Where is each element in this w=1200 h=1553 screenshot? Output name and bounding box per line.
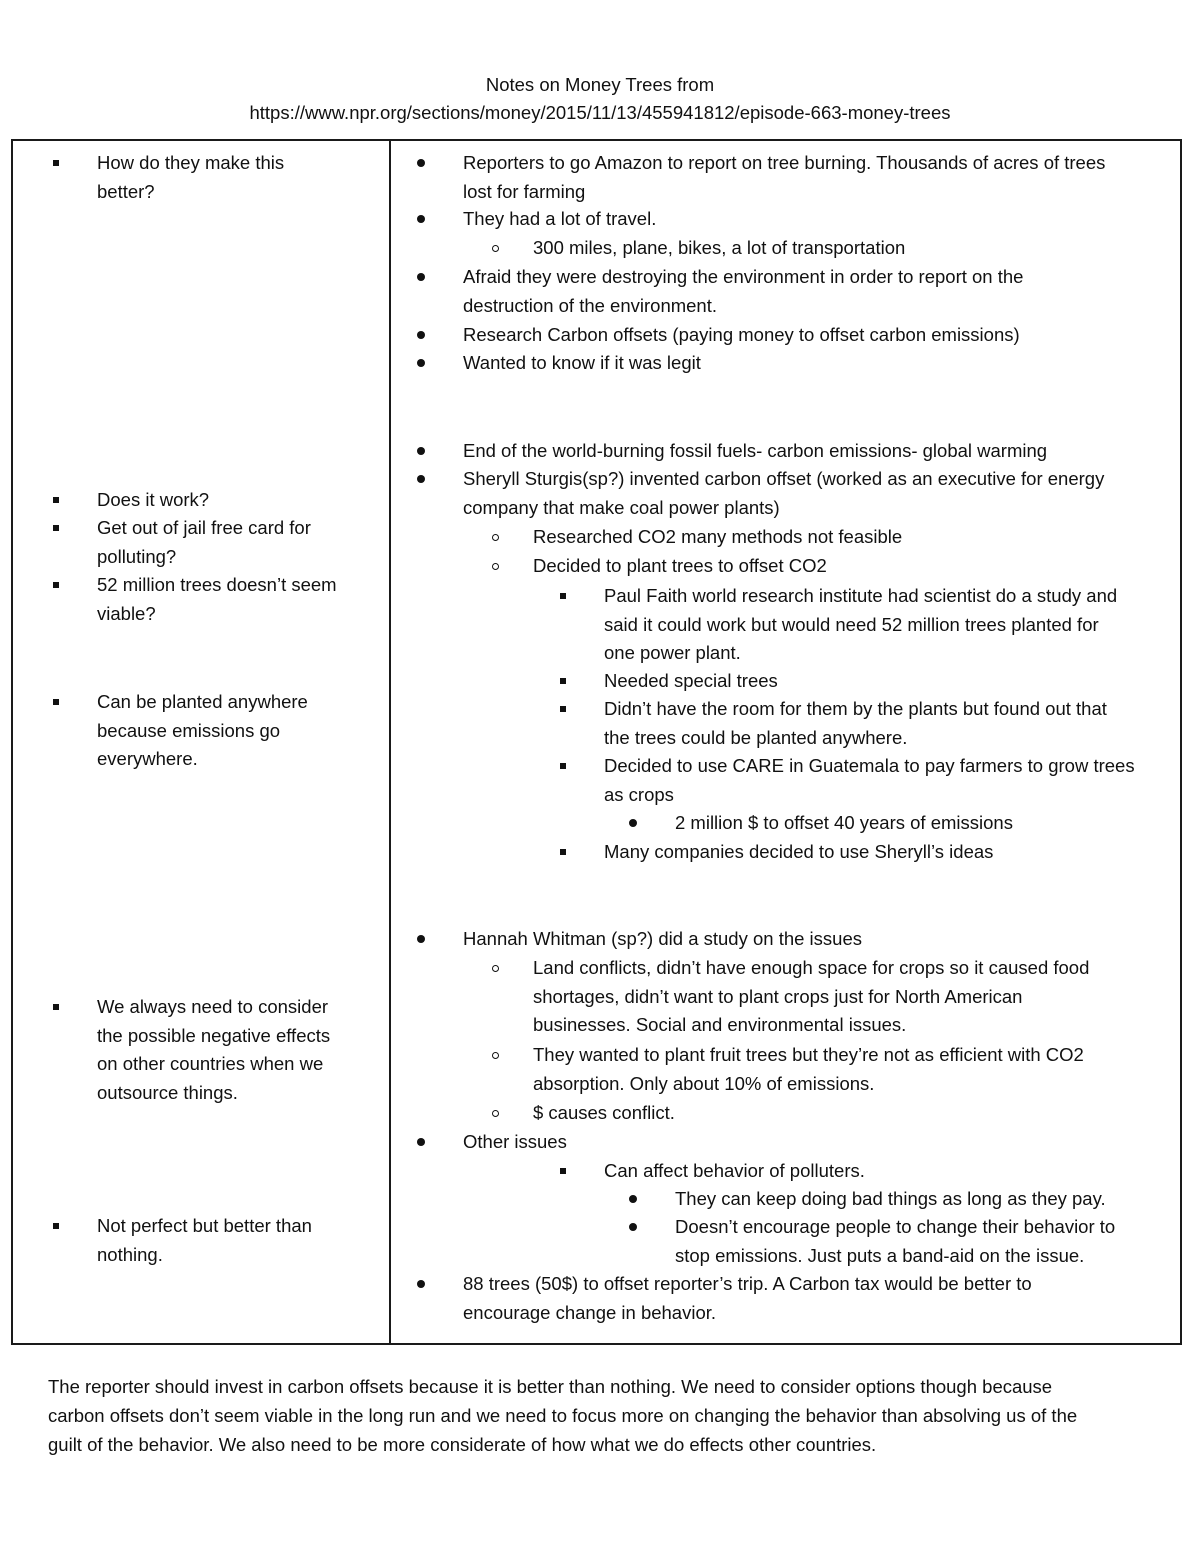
left-note-line: on other countries when we — [97, 1053, 324, 1075]
right-note-line: absorption. Only about 10% of emissions. — [533, 1072, 875, 1094]
right-note-line: Decided to use CARE in Guatemala to pay farmers to grow trees — [604, 755, 1135, 776]
summary-line-2: carbon offsets don’t seem viable in the long run and we need to focus more on changing the behavior than absolving us of the — [48, 1405, 1078, 1426]
right-note-line: End of the world-burning fossil fuels- carbon emissions- global warming — [463, 440, 1048, 461]
hollow-circle-bullet-icon — [485, 523, 505, 551]
notes-title: Notes on Money Trees from — [485, 74, 715, 95]
filled-circle-bullet-icon — [623, 1185, 643, 1213]
source-url: https://www.npr.org/sections/money/2015/11/13/455941812/episode-663-money-trees — [249, 102, 951, 123]
right-note-line: They can keep doing bad things as long as they pay. — [675, 1188, 1106, 1209]
right-note-line: Land conflicts, didn’t have enough space for crops so it caused food — [533, 957, 1090, 978]
hollow-circle-bullet-icon — [485, 1041, 505, 1069]
filled-circle-bullet-icon — [411, 437, 431, 465]
square-bullet-icon — [46, 688, 66, 716]
filled-circle-bullet-icon — [623, 809, 643, 837]
filled-circle-bullet-icon — [411, 321, 431, 349]
filled-circle-bullet-icon — [623, 1213, 643, 1241]
right-note-line: $ causes conflict. — [533, 1102, 675, 1123]
left-note-line: Can be planted anywhere — [97, 691, 308, 712]
right-note-line: said it could work but would need 52 million trees planted for — [604, 613, 1099, 635]
right-note-line: 88 trees (50$) to offset reporter’s trip. A Carbon tax would be better to — [463, 1273, 1032, 1294]
right-note-line: stop emissions. Just puts a band-aid on the issue. — [675, 1244, 1085, 1266]
left-note-line: everywhere. — [97, 748, 198, 770]
right-note-line: They wanted to plant fruit trees but they’re not as efficient with CO2 — [533, 1044, 1084, 1065]
square-bullet-icon — [553, 695, 573, 723]
filled-circle-bullet-icon — [411, 925, 431, 953]
right-note-line: lost for farming — [463, 180, 586, 202]
square-bullet-icon — [46, 486, 66, 514]
right-note-line: Wanted to know if it was legit — [463, 352, 701, 373]
filled-circle-bullet-icon — [411, 1270, 431, 1298]
right-note-line: Researched CO2 many methods not feasible — [533, 526, 903, 547]
hollow-circle-bullet-icon — [485, 1099, 505, 1127]
square-bullet-icon — [46, 571, 66, 599]
square-bullet-icon — [553, 667, 573, 695]
filled-circle-bullet-icon — [411, 465, 431, 493]
right-note-line: Didn’t have the room for them by the plants but found out that — [604, 698, 1107, 719]
right-note-line: 2 million $ to offset 40 years of emissions — [675, 812, 1013, 833]
right-note-line: businesses. Social and environmental issues. — [533, 1014, 907, 1036]
right-note-line: Decided to plant trees to offset CO2 — [533, 555, 827, 576]
left-note-line: Get out of jail free card for — [97, 517, 311, 538]
square-bullet-icon — [46, 993, 66, 1021]
right-note-line: Research Carbon offsets (paying money to offset carbon emissions) — [463, 324, 1020, 345]
right-note-line: Reporters to go Amazon to report on tree burning. Thousands of acres of trees — [463, 152, 1106, 173]
right-note-line: Sheryll Sturgis(sp?) invented carbon offset (worked as an executive for energy — [463, 468, 1105, 489]
right-note-line: 300 miles, plane, bikes, a lot of transportation — [533, 237, 906, 258]
left-note-line: Does it work? — [97, 489, 210, 510]
left-note-line: the possible negative effects — [97, 1024, 331, 1046]
filled-circle-bullet-icon — [411, 263, 431, 291]
right-note-line: They had a lot of travel. — [463, 208, 657, 229]
column-divider — [389, 141, 391, 1343]
right-note-line: encourage change in behavior. — [463, 1301, 717, 1323]
left-note-line: better? — [97, 180, 155, 202]
left-note-line: outsource things. — [97, 1082, 238, 1104]
square-bullet-icon — [46, 1212, 66, 1240]
right-note-line: destruction of the environment. — [463, 294, 718, 316]
right-note-line: the trees could be planted anywhere. — [604, 726, 908, 748]
right-note-line: Doesn’t encourage people to change their behavior to — [675, 1216, 1116, 1237]
square-bullet-icon — [553, 752, 573, 780]
right-note-line: Can affect behavior of polluters. — [604, 1160, 865, 1181]
square-bullet-icon — [553, 582, 573, 610]
summary-line-3: guilt of the behavior. We also need to be more considerate of how what we do effects other countries. — [48, 1434, 877, 1455]
summary-line-1: The reporter should invest in carbon offsets because it is better than nothing. We need to consider options though because — [48, 1376, 1053, 1397]
hollow-circle-bullet-icon — [485, 552, 505, 580]
filled-circle-bullet-icon — [411, 349, 431, 377]
filled-circle-bullet-icon — [411, 1128, 431, 1156]
square-bullet-icon — [553, 838, 573, 866]
hollow-circle-bullet-icon — [485, 234, 505, 262]
right-note-line: Many companies decided to use Sheryll’s ideas — [604, 841, 994, 862]
left-note-line: polluting? — [97, 545, 177, 567]
right-note-line: one power plant. — [604, 642, 741, 664]
square-bullet-icon — [46, 149, 66, 177]
left-note-line: Not perfect but better than — [97, 1215, 312, 1236]
square-bullet-icon — [46, 514, 66, 542]
filled-circle-bullet-icon — [411, 205, 431, 233]
hollow-circle-bullet-icon — [485, 954, 505, 982]
left-note-line: because emissions go — [97, 719, 281, 741]
left-note-line: 52 million trees doesn’t seem — [97, 574, 337, 595]
right-note-line: company that make coal power plants) — [463, 496, 780, 518]
right-note-line: as crops — [604, 783, 674, 805]
left-note-line: viable? — [97, 602, 156, 624]
square-bullet-icon — [553, 1157, 573, 1185]
right-note-line: shortages, didn’t want to plant crops just for North American — [533, 985, 1023, 1007]
left-note-line: We always need to consider — [97, 996, 329, 1017]
left-note-line: How do they make this — [97, 152, 285, 173]
right-note-line: Paul Faith world research institute had scientist do a study and — [604, 585, 1118, 606]
right-note-line: Other issues — [463, 1131, 567, 1152]
filled-circle-bullet-icon — [411, 149, 431, 177]
right-note-line: Needed special trees — [604, 670, 778, 691]
right-note-line: Hannah Whitman (sp?) did a study on the issues — [463, 928, 862, 949]
left-note-line: nothing. — [97, 1243, 163, 1265]
right-note-line: Afraid they were destroying the environment in order to report on the — [463, 266, 1024, 287]
